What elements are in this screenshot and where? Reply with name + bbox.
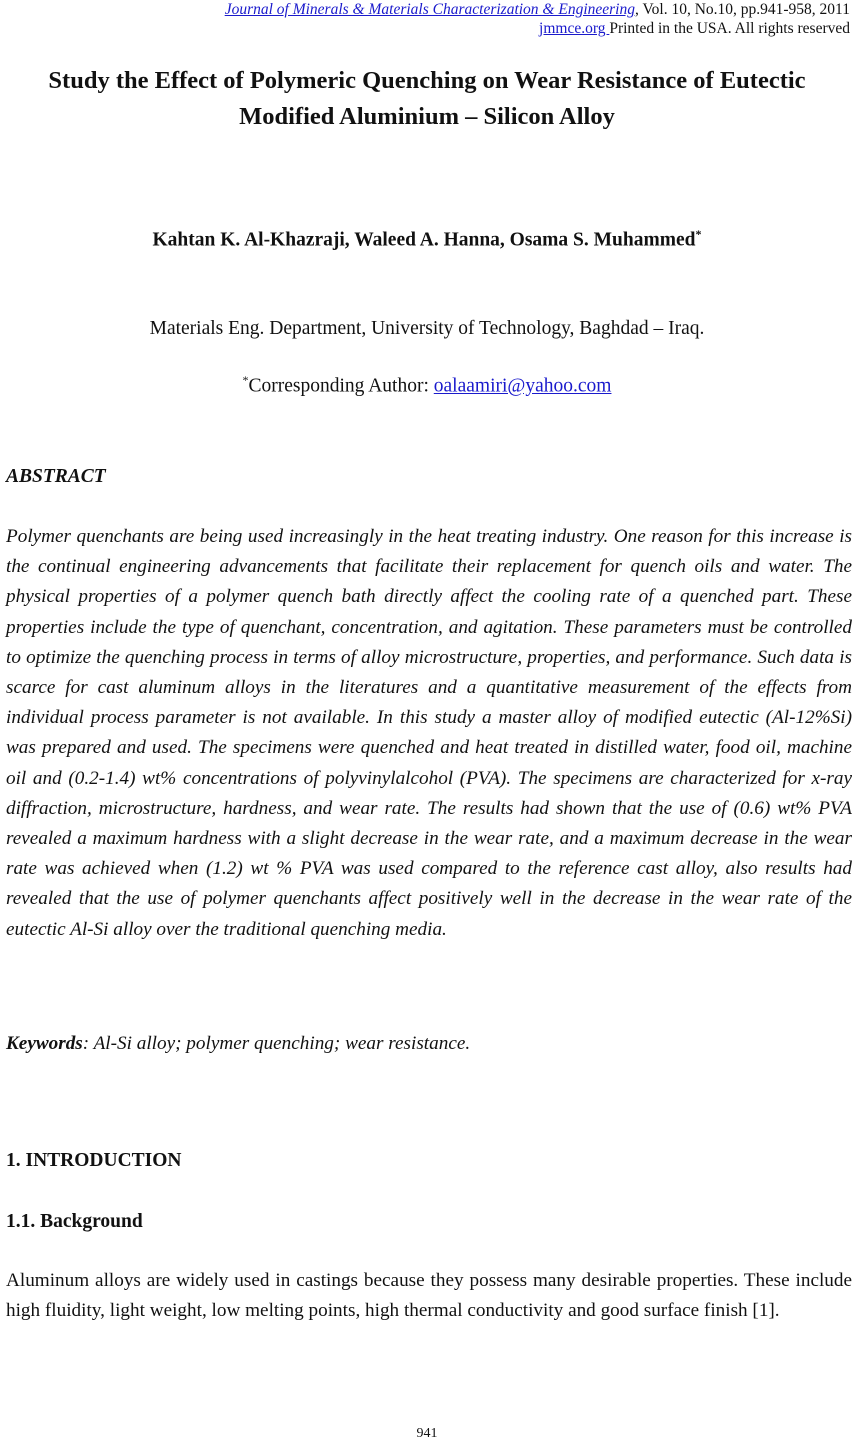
section-heading: 1. INTRODUCTION bbox=[6, 1150, 182, 1171]
page-number: 941 bbox=[416, 1426, 438, 1441]
journal-link[interactable]: Journal of Minerals & Materials Characterization & Engineering bbox=[224, 1, 635, 18]
body-paragraph: Aluminum alloys are widely used in castings because they possess many desirable properties. These include high fluidity, light weight, low melting points, high thermal conductivity and good surface finish [1]. bbox=[6, 1270, 852, 1321]
paper-title: Study the Effect of Polymeric Quenching on Wear Resistance of Eutectic Modified Aluminium – Silicon Alloy bbox=[48, 67, 806, 130]
running-header bbox=[225, 0, 850, 38]
site-link[interactable]: jmmce.org bbox=[539, 20, 610, 37]
citation: , Vol. 10, No.10, pp.941-958, 2011 bbox=[634, 1, 850, 18]
rights: Printed in the USA. All rights reserved bbox=[609, 20, 850, 37]
email-link[interactable]: oalaamiri@yahoo.com bbox=[433, 375, 612, 397]
subsection-heading: 1.1. Background bbox=[6, 1211, 143, 1232]
corr-label: Corresponding Author: bbox=[248, 375, 434, 397]
authors bbox=[0, 227, 854, 252]
author-mark: * bbox=[695, 227, 702, 241]
abstract-text: Polymer quenchants are being used increasingly in the heat treating industry. One reason for this increase is the continual engineering advancements that facilitate their replacement for quench oils and water. The physical properties of a polymer quench bath directly affect the cooling rate of a quenched part. These properties include the type of quenchant, concentration, and agitation. These parameters must be controlled to optimize the quenching process in terms of alloy microstructure, properties, and performance. Such data is scarce for cast aluminum alloys in the literatures and a quantitative measurement of the effects from individual process parameter is not available. In this study a master alloy of modified eutectic (Al-12%Si) was prepared and used. The specimens were quenched and heat treated in distilled water, food oil, machine oil and (0.2-1.4) wt% concentrations of polyvinylalcohol (PVA). The specimens are characterized for x-ray diffraction, microstructure, hardness, and wear rate. The results had shown that the use of (0.6) wt% PVA revealed a maximum hardness with a slight decrease in the wear rate, and a maximum decrease in the wear rate was achieved when (1.2) wt % PVA was used compared to the reference cast alloy, also results had revealed that the use of polymer quenchants affect positively well in the decrease in the wear rate of the eutectic Al-Si alloy over the traditional quenching media. bbox=[6, 526, 852, 940]
abstract-heading: ABSTRACT bbox=[6, 466, 106, 487]
keywords bbox=[6, 1033, 470, 1055]
author-names: Kahtan K. Al-Khazraji, Waleed A. Hanna, Osama S. Muhammed bbox=[152, 229, 696, 251]
corr-mark: * bbox=[242, 373, 249, 387]
keywords-label: Keywords bbox=[6, 1033, 83, 1054]
keywords-text: : Al-Si alloy; polymer quenching; wear resistance. bbox=[82, 1033, 471, 1054]
corresponding-author bbox=[0, 373, 854, 398]
affiliation: Materials Eng. Department, University of Technology, Baghdad – Iraq. bbox=[149, 318, 705, 339]
